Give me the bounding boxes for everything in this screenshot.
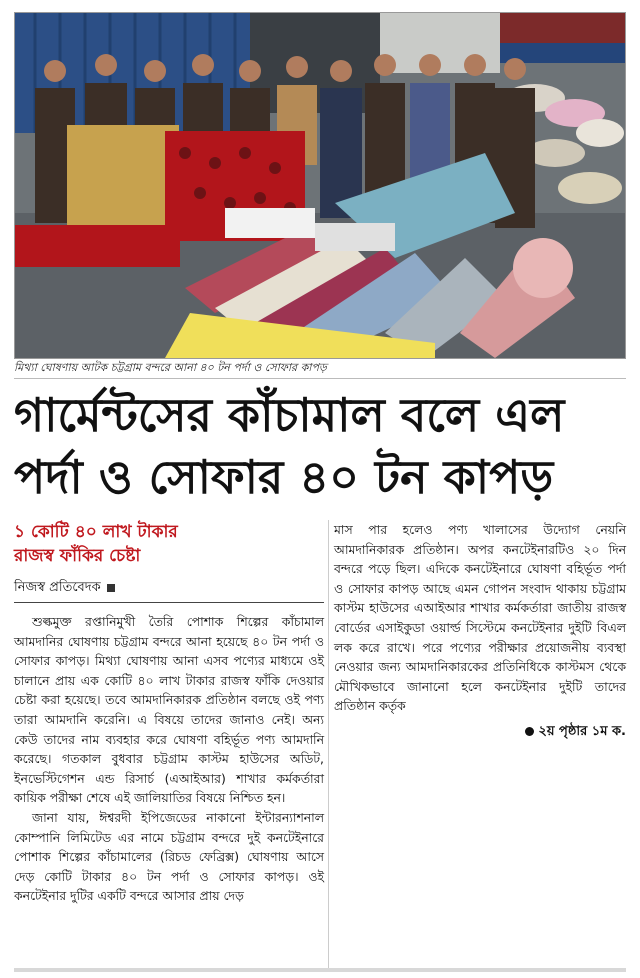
article-column-left xyxy=(14,612,324,906)
subheadline xyxy=(14,520,324,568)
headline-line-2: পর্দা ও সোফার ৪০ টন কাপড় xyxy=(14,450,554,504)
column-divider xyxy=(328,520,329,968)
article-paragraph-1: শুল্কমুক্ত রপ্তানিমুখী তৈরি পোশাক শিল্পের কাঁচামাল আমদানির ঘোষণায় চট্টগ্রাম বন্দরে আনা হয়েছে ৪০ টন পর্দা ও সোফার কাপড়। মিথ্যা ঘোষণায় আনা এসব পণ্যের মাধ্যমে ওই চালানে প্রায় এক কোটি ৪০ লাখ টাকার রাজস্ব ফাঁকি দেওয়ার চেষ্টা করা হয়েছে। তবে আমদানিকারক প্রতিষ্ঠান বলছে ওই পণ্য তারা আমদানি করেনি। এ বিষয়ে তাদের জানাও নেই। অন্য কেউ তাদের নাম ব্যবহার করে ঘোষণা বহির্ভূত পণ্য আমদানি করেছে। গতকাল বুধবার চট্টগ্রাম কাস্টম হাউসের অডিট, ইনভেস্টিগেশন এন্ড রিসার্চ (এআইআর) শাখার কর্মকর্তারা কায়িক পরীক্ষা শেষে এই জালিয়াতির বিষয়ে নিশ্চিত হন। xyxy=(14,614,324,806)
article-paragraph-2: জানা যায়, ঈশ্বরদী ইপিজেডের নাকানো ইন্টারন্যাশনাল কোম্পানি লিমিটেড এর নামে চট্টগ্রাম বন্দরে দুই কনটেইনারে পোশাক শিল্পের কাঁচামালের (রিচড ফেব্রিক্স) ঘোষণায় আসে দেড় কোটি টাকার ৪০ টন পর্দা ও সোফার কাপড়। ওই কনটেইনার দুটির একটি বন্দরে আসার প্রায় দেড় xyxy=(14,809,324,904)
continuation-text: ২য় পৃষ্ঠার ১ম ক. xyxy=(538,724,626,739)
continuation-note[interactable] xyxy=(525,722,626,743)
news-photo xyxy=(14,12,626,359)
article-column-right xyxy=(334,520,626,716)
article-paragraph-3: মাস পার হলেও পণ্য খালাসের উদ্যোগ নেয়নি আমদানিকারক প্রতিষ্ঠান। অপর কনটেইনারটিও ২০ দিন বন্দরে পড়ে ছিল। এদিকে কনটেইনারে ঘোষণা বহির্ভূত পর্দা ও সোফার কাপড় আছে এমন গোপন সংবাদ থাকায় চট্টগ্রাম কাস্টম হাউসের এআইআর শাখার কর্মকর্তারা জাতীয় রাজস্ব বোর্ডের এসাইকুডা ওয়ার্ল্ড সিস্টেমে কনটেইনার দুইটি বিএল লক করে রাখে। পরে পণ্যের পরীক্ষার প্রয়োজনীয় ব্যবস্থা নেওয়ার জন্য আমদানিকারকের প্রতিনিধিকে কাস্টমস থেকে মৌখিকভাবে জানানো হলে কনটেইনার দুইটি তাদের প্রতিষ্ঠান কর্তৃক xyxy=(334,522,626,714)
byline-text: নিজস্ব প্রতিবেদক xyxy=(14,580,101,595)
subheadline-line-1: ১ কোটি ৪০ লাখ টাকার xyxy=(14,522,178,542)
byline-divider xyxy=(14,602,324,603)
square-bullet-icon xyxy=(107,584,115,592)
page-bottom-rule xyxy=(14,968,626,972)
byline xyxy=(14,578,115,599)
subheadline-line-2: রাজস্ব ফাঁকির চেষ্টা xyxy=(14,546,141,566)
caption-divider xyxy=(14,378,626,379)
bullet-dot-icon xyxy=(525,727,534,736)
photo-caption: মিথ্যা ঘোষণায় আটক চট্টগ্রাম বন্দরে আনা ৪০ টন পর্দা ও সোফার কাপড় xyxy=(14,361,327,374)
headline xyxy=(14,384,626,508)
news-photo-illustration xyxy=(15,13,625,358)
headline-line-1: গার্মেন্টসের কাঁচামাল বলে এল xyxy=(14,388,565,442)
